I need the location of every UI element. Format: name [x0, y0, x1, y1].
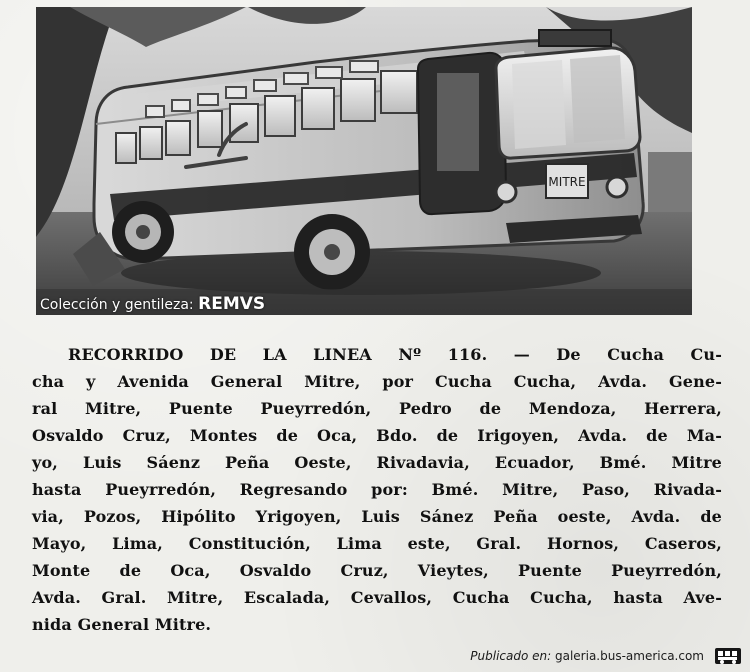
published-site: galeria.bus-america.com — [554, 649, 704, 663]
publication-footer — [470, 649, 704, 663]
published-label: Publicado en: — [470, 649, 555, 663]
front-sign: MITRE — [548, 175, 586, 189]
route-article — [32, 344, 722, 649]
article-line-6: hasta Pueyrredón, Regresando por: Bmé. Mitre, Paso, Rivada- — [32, 480, 722, 499]
windshield-right — [570, 55, 625, 143]
bus-america-logo-icon — [714, 646, 742, 666]
headlight-right — [607, 177, 627, 197]
article-line-1: RECORRIDO DE LA LINEA Nº 116. — De Cucha Cu- — [68, 345, 722, 364]
photo-credit-brand: REMVS — [198, 294, 266, 314]
article-line-7: via, Pozos, Hipólito Yrigoyen, Luis Sánez Peña oeste, Avda. de — [32, 507, 722, 526]
article-line-4: Osvaldo Cruz, Montes de Oca, Bdo. de Irigoyen, Avda. de Ma- — [32, 426, 722, 445]
background-wall — [648, 152, 692, 212]
article-line-8: Mayo, Lima, Constitución, Lima este, Gral. Hornos, Caseros, — [32, 534, 722, 553]
photo-credit — [40, 296, 265, 313]
logo-svg — [714, 646, 742, 666]
destination-panel — [539, 30, 611, 46]
photo-credit-prefix: Colección y gentileza: — [40, 297, 199, 313]
article-line-2: cha y Avenida General Mitre, por Cucha Cucha, Avda. Gene- — [32, 372, 722, 391]
headlight-left — [496, 182, 516, 202]
article-line-10: Avda. Gral. Mitre, Escalada, Cevallos, Cucha Cucha, hasta Ave- — [32, 588, 722, 607]
article-line-3: ral Mitre, Puente Pueyrredón, Pedro de Mendoza, Herrera, — [32, 399, 722, 418]
rear-wheel — [112, 201, 174, 263]
article-line-11: nida General Mitre. — [32, 615, 212, 634]
article-line-9: Monte de Oca, Osvaldo Cruz, Vieytes, Puente Pueyrredón, — [32, 561, 722, 580]
bus-photo — [36, 7, 692, 315]
front-wheel — [294, 214, 370, 290]
door-glass — [437, 73, 479, 171]
bus-photo-svg — [36, 7, 692, 315]
windshield-left — [512, 60, 566, 149]
article-line-5: yo, Luis Sáenz Peña Oeste, Rivadavia, Ecuador, Bmé. Mitre — [32, 453, 722, 472]
